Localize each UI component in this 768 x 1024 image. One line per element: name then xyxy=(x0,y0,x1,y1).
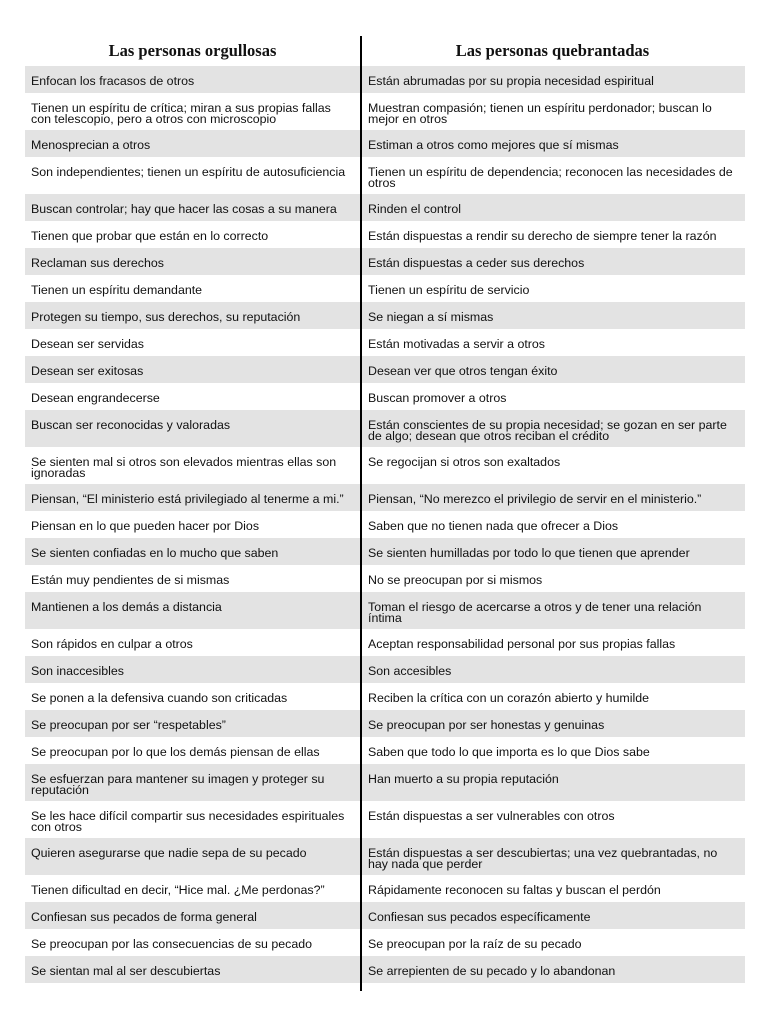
proud-trait-cell: Se sientan mal al ser descubiertas xyxy=(31,964,221,978)
table-row xyxy=(25,656,745,683)
broken-trait-cell: Buscan promover a otros xyxy=(368,391,507,405)
column-divider xyxy=(360,36,362,991)
table-row xyxy=(25,629,745,656)
table-row xyxy=(25,130,745,157)
broken-trait-cell: Piensan, “No merezco el privilegio de servir en el ministerio.” xyxy=(368,492,702,506)
table-row xyxy=(25,875,745,902)
broken-trait-cell: Han muerto a su propia reputación xyxy=(368,772,559,786)
broken-trait-cell: No se preocupan por si mismos xyxy=(368,573,543,587)
proud-trait-cell: Piensan en lo que pueden hacer por Dios xyxy=(31,519,260,533)
broken-trait-cell: Muestran compasión; tienen un espíritu perdonador; buscan lo mejor en otros xyxy=(368,101,712,126)
table-row xyxy=(25,329,745,356)
broken-trait-cell: Confiesan sus pecados específicamente xyxy=(368,910,591,924)
proud-trait-cell: Se sienten confiadas en lo mucho que saben xyxy=(31,546,279,560)
table-row xyxy=(25,157,745,194)
table-row xyxy=(25,66,745,93)
proud-trait-cell: Tienen un espíritu demandante xyxy=(31,283,203,297)
broken-trait-cell: Son accesibles xyxy=(368,664,452,678)
table-row xyxy=(25,565,745,592)
header-proud: Las personas orgullosas xyxy=(108,41,277,60)
proud-trait-cell: Desean ser exitosas xyxy=(31,364,144,378)
table-row xyxy=(25,221,745,248)
table-row xyxy=(25,538,745,565)
table-row xyxy=(25,447,745,484)
proud-trait-cell: Desean ser servidas xyxy=(31,337,144,351)
broken-trait-cell: Se preocupan por la raíz de su pecado xyxy=(368,937,582,951)
table-row xyxy=(25,710,745,737)
broken-trait-cell: Desean ver que otros tengan éxito xyxy=(368,364,558,378)
proud-trait-cell: Tienen dificultad en decir, “Hice mal. ¿Me perdonas?” xyxy=(31,883,325,897)
proud-trait-cell: Están muy pendientes de si mismas xyxy=(31,573,230,587)
table-row xyxy=(25,801,745,838)
proud-trait-cell: Tienen un espíritu de crítica; miran a sus propias fallas con telescopio, pero a otros con microscopio xyxy=(31,101,331,126)
proud-trait-cell: Se preocupan por lo que los demás piensan de ellas xyxy=(31,745,320,759)
proud-trait-cell: Se sienten mal si otros son elevados mientras ellas son ignoradas xyxy=(31,455,337,480)
broken-trait-cell: Están dispuestas a ser vulnerables con otros xyxy=(368,809,615,823)
table-row xyxy=(25,764,745,801)
broken-trait-cell: Estiman a otros como mejores que sí mismas xyxy=(368,138,619,152)
table-row xyxy=(25,592,745,629)
broken-trait-cell: Están dispuestas a ceder sus derechos xyxy=(368,256,585,270)
broken-trait-cell: Están dispuestas a ser descubiertas; una vez quebrantadas, no hay nada que perder xyxy=(368,846,718,871)
table-row xyxy=(25,93,745,130)
comparison-document xyxy=(25,36,745,983)
table-row xyxy=(25,929,745,956)
broken-trait-cell: Tienen un espíritu de servicio xyxy=(368,283,530,297)
table-row xyxy=(25,248,745,275)
broken-trait-cell: Se preocupan por ser honestas y genuinas xyxy=(368,718,605,732)
proud-trait-cell: Son rápidos en culpar a otros xyxy=(31,637,193,651)
broken-trait-cell: Rinden el control xyxy=(368,202,461,216)
table-row xyxy=(25,484,745,511)
proud-trait-cell: Tienen que probar que están en lo correcto xyxy=(31,229,269,243)
broken-trait-cell: Se regocijan si otros son exaltados xyxy=(368,455,561,469)
proud-trait-cell: Se les hace difícil compartir sus necesidades espirituales con otros xyxy=(31,809,345,834)
broken-trait-cell: Están conscientes de su propia necesidad; se gozan en ser parte de algo; desean que otros reciban el crédito xyxy=(368,418,727,443)
table-row xyxy=(25,838,745,875)
broken-trait-cell: Están abrumadas por su propia necesidad espiritual xyxy=(368,74,654,88)
broken-trait-cell: Reciben la crítica con un corazón abierto y humilde xyxy=(368,691,650,705)
proud-trait-cell: Se preocupan por las consecuencias de su pecado xyxy=(31,937,313,951)
proud-trait-cell: Se preocupan por ser “respetables” xyxy=(31,718,226,732)
broken-trait-cell: Toman el riesgo de acercarse a otros y de tener una relación íntima xyxy=(368,600,702,625)
proud-trait-cell: Enfocan los fracasos de otros xyxy=(31,74,195,88)
proud-trait-cell: Protegen su tiempo, sus derechos, su reputación xyxy=(31,310,301,324)
broken-trait-cell: Se niegan a sí mismas xyxy=(368,310,494,324)
table-row xyxy=(25,683,745,710)
proud-trait-cell: Quieren asegurarse que nadie sepa de su pecado xyxy=(31,846,307,860)
broken-trait-cell: Se arrepienten de su pecado y lo abandonan xyxy=(368,964,616,978)
broken-trait-cell: Tienen un espíritu de dependencia; reconocen las necesidades de otros xyxy=(368,165,733,190)
broken-trait-cell: Rápidamente reconocen su faltas y buscan el perdón xyxy=(368,883,661,897)
proud-trait-cell: Son independientes; tienen un espíritu de autosuficiencia xyxy=(31,165,346,179)
proud-trait-cell: Buscan controlar; hay que hacer las cosas a su manera xyxy=(31,202,337,216)
table-header xyxy=(25,36,745,66)
proud-trait-cell: Desean engrandecerse xyxy=(31,391,160,405)
proud-trait-cell: Se ponen a la defensiva cuando son criticadas xyxy=(31,691,288,705)
broken-trait-cell: Saben que no tienen nada que ofrecer a Dios xyxy=(368,519,619,533)
table-row xyxy=(25,956,745,983)
table-row xyxy=(25,737,745,764)
table-row xyxy=(25,383,745,410)
table-row xyxy=(25,410,745,447)
broken-trait-cell: Aceptan responsabilidad personal por sus propias fallas xyxy=(368,637,676,651)
broken-trait-cell: Están motivadas a servir a otros xyxy=(368,337,545,351)
comparison-table xyxy=(25,66,745,983)
proud-trait-cell: Se esfuerzan para mantener su imagen y proteger su reputación xyxy=(31,772,325,797)
table-row xyxy=(25,511,745,538)
table-row xyxy=(25,902,745,929)
table-row xyxy=(25,194,745,221)
broken-trait-cell: Se sienten humilladas por todo lo que tienen que aprender xyxy=(368,546,690,560)
header-broken: Las personas quebrantadas xyxy=(455,41,650,60)
proud-trait-cell: Confiesan sus pecados de forma general xyxy=(31,910,257,924)
proud-trait-cell: Mantienen a los demás a distancia xyxy=(31,600,222,614)
proud-trait-cell: Son inaccesibles xyxy=(31,664,124,678)
proud-trait-cell: Piensan, “El ministerio está privilegiado al tenerme a mi.” xyxy=(31,492,344,506)
table-row xyxy=(25,356,745,383)
proud-trait-cell: Reclaman sus derechos xyxy=(31,256,164,270)
proud-trait-cell: Menosprecian a otros xyxy=(31,138,151,152)
proud-trait-cell: Buscan ser reconocidas y valoradas xyxy=(31,418,231,432)
broken-trait-cell: Están dispuestas a rendir su derecho de siempre tener la razón xyxy=(368,229,717,243)
broken-trait-cell: Saben que todo lo que importa es lo que Dios sabe xyxy=(368,745,650,759)
table-row xyxy=(25,275,745,302)
table-row xyxy=(25,302,745,329)
